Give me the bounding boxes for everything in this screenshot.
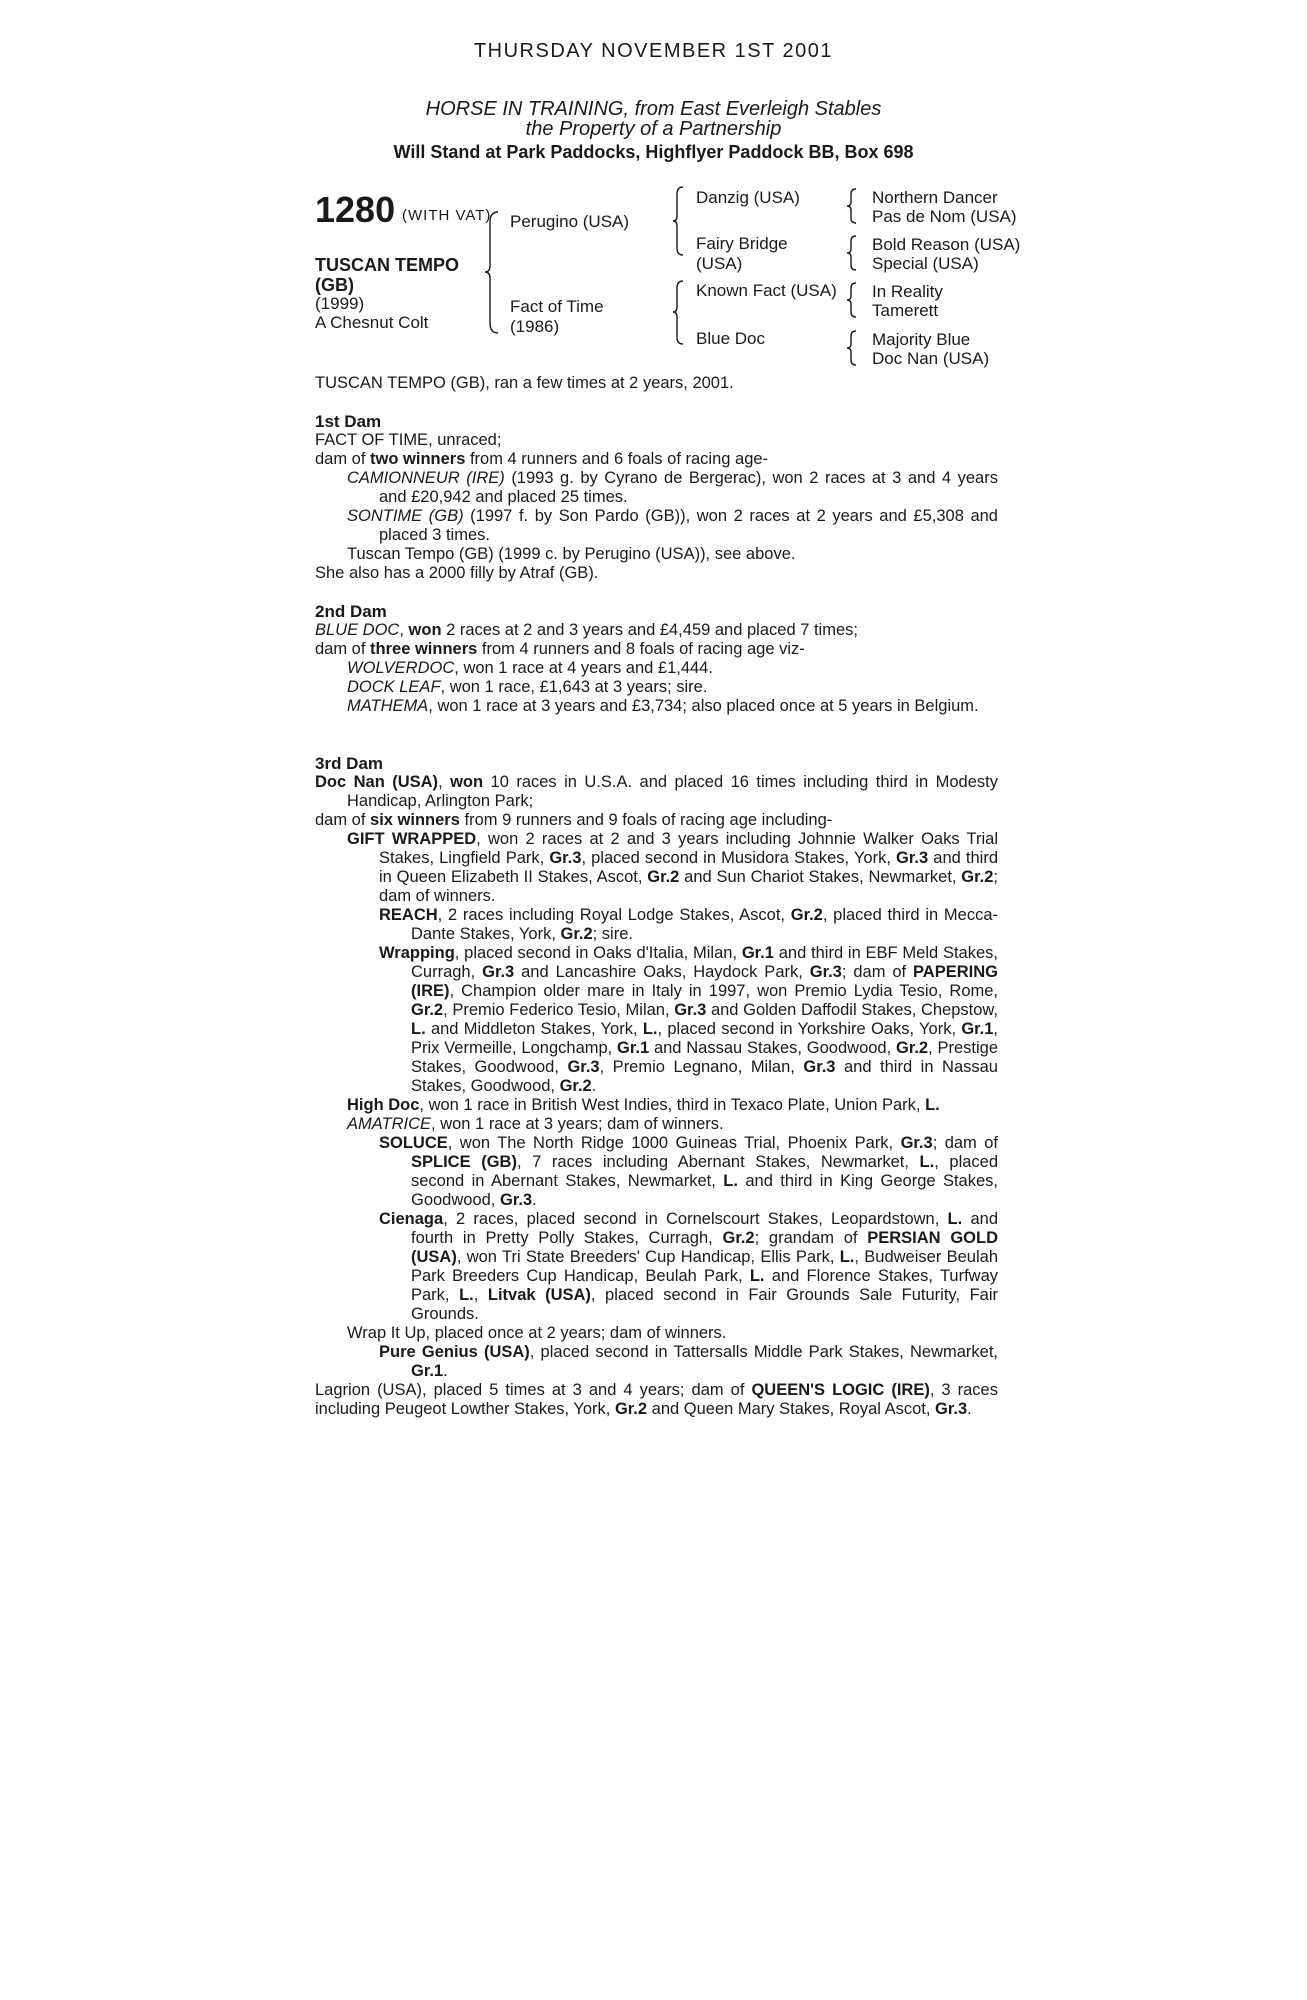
first-dam-produce-2: SONTIME (GB) (1997 f. by Son Pardo (GB)), won 2 races at 2 years and £5,308 and placed 3 times. [347,507,998,544]
second-dam-heading: 2nd Dam [315,602,387,621]
pedigree-sire-dam-name: Fairy Bridge [696,234,788,253]
second-dam-produce-1: WOLVERDOC, won 1 race at 4 years and £1,444. [347,659,713,677]
horse-description: A Chesnut Colt [315,313,429,332]
produce-cienaga: Cienaga, 2 races, placed second in Cornelscourt Stakes, Leopardstown, L. and fourth in Pretty Polly Stakes, Curragh, Gr.2; grandam of PERSIAN GOLD (USA), won Tri State Breeders' Cup Handicap, Ellis Park, L., Budweiser Beulah Park Breeders Cup Handicap, Beulah Park, L. and Florence Stakes, Turfway Park, L., Litvak (USA), placed second in Fair Grounds Sale Futurity, Fair Grounds. [379,1210,999,1323]
third-dam-section [315,754,998,1419]
pedigree-brace-dd [846,330,858,366]
pedigree-sds: Bold Reason (USA) [872,235,1021,254]
pedigree-brace-dam [672,280,686,345]
pedigree-brace-ds [846,282,858,318]
first-dam-produce-line: dam of two winners from 4 runners and 6 foals of racing age- [315,450,769,468]
pedigree-dam-year: (1986) [510,317,560,336]
pedigree-dam [510,297,604,337]
lot-subtitle: HORSE IN TRAINING, from East Everleigh Stables [425,98,882,120]
pedigree-sire-dam [696,234,788,274]
pedigree-sire-dam-origin: (USA) [696,254,743,273]
first-dam-produce-1: CAMIONNEUR (IRE) (1993 g. by Cyrano de Bergerac), won 2 races at 3 and 4 years and £20,942 and placed 25 times. [347,469,998,506]
pedigree-brace-ss [846,188,858,224]
first-dam-heading: 1st Dam [315,412,382,431]
pedigree-ssd: Pas de Nom (USA) [872,207,1017,226]
produce-soluce: SOLUCE, won The North Ridge 1000 Guineas Trial, Phoenix Park, Gr.3; dam of SPLICE (GB), 7 races including Abernant Stakes, Newmarket, L., placed second in Abernant Stakes, Newmarket, L. and third in King George Stakes, Goodwood, Gr.3. [379,1134,999,1209]
lot-ownership: the Property of a Partnership [525,118,782,140]
produce-wrap-it-up: Wrap It Up, placed once at 2 years; dam of winners. [347,1324,727,1342]
horse-year: (1999) [315,294,365,313]
second-dam-line: BLUE DOC, won 2 races at 2 and 3 years and £4,459 and placed 7 times; [315,621,858,639]
pedigree-dam-sire: Known Fact (USA) [696,281,837,300]
pedigree-sire-sire: Danzig (USA) [696,188,800,207]
produce-amatrice: AMATRICE, won 1 race at 3 years; dam of winners. [347,1115,724,1133]
pedigree-dam-name: Fact of Time [510,297,604,316]
vat-note: (WITH VAT) [402,207,492,224]
produce-gift-wrapped: GIFT WRAPPED, won 2 races at 2 and 3 years including Johnnie Walker Oaks Trial Stakes, Lingfield Park, Gr.3, placed second in Musidora Stakes, York, Gr.3 and third in Queen Elizabeth II Stakes, Ascot, Gr.2 and Sun Chariot Stakes, Newmarket, Gr.2; dam of winners. [347,830,998,905]
third-dam-produce-line: dam of six winners from 9 runners and 9 foals of racing age including- [315,811,833,829]
third-dam-heading: 3rd Dam [315,754,384,773]
pedigree-dss: In Reality [872,282,943,301]
pedigree-dds: Majority Blue [872,330,971,349]
first-dam-section [315,412,998,583]
pedigree-sss: Northern Dancer [872,188,998,207]
second-dam-produce-3: MATHEMA, won 1 race at 3 years and £3,734; also placed once at 5 years in Belgium. [347,697,979,715]
second-dam-produce-line: dam of three winners from 4 runners and 8 foals of racing age viz- [315,640,805,658]
sale-date: THURSDAY NOVEMBER 1ST 2001 [473,40,834,62]
first-dam-note: She also has a 2000 filly by Atraf (GB). [315,564,599,582]
lot-summary: TUSCAN TEMPO (GB), ran a few times at 2 years, 2001. [315,374,734,392]
first-dam-produce-3: Tuscan Tempo (GB) (1999 c. by Perugino (USA)), see above. [347,545,796,563]
third-dam-line: Doc Nan (USA), won 10 races in U.S.A. and placed 16 times including third in Modesty Handicap, Arlington Park; [315,773,998,810]
pedigree-ddd: Doc Nan (USA) [872,349,990,368]
horse-name-line1: TUSCAN TEMPO [315,255,459,275]
horse-name [315,255,475,295]
lot-number: 1280 [315,189,396,230]
horse-name-line2: (GB) [315,275,354,295]
second-dam-produce-2: DOCK LEAF, won 1 race, £1,643 at 3 years; sire. [347,678,708,696]
stand-location: Will Stand at Park Paddocks, Highflyer Paddock BB, Box 698 [393,142,914,162]
produce-lagrion: Lagrion (USA), placed 5 times at 3 and 4 years; dam of QUEEN'S LOGIC (IRE), 3 races including Peugeot Lowther Stakes, York, Gr.2 and Queen Mary Stakes, Royal Ascot, Gr.3. [315,1381,998,1418]
produce-high-doc: High Doc, won 1 race in British West Indies, third in Texaco Plate, Union Park, L. [347,1096,940,1114]
produce-pure-genius: Pure Genius (USA), placed second in Tattersalls Middle Park Stakes, Newmarket, Gr.1. [379,1343,999,1380]
second-dam-section [315,602,998,716]
pedigree-brace-sire [672,186,686,256]
pedigree-brace-main [484,210,504,335]
first-dam-line: FACT OF TIME, unraced; [315,431,502,449]
pedigree-brace-sd [846,235,858,271]
produce-reach: REACH, 2 races including Royal Lodge Stakes, Ascot, Gr.2, placed third in Mecca-Dante Stakes, York, Gr.2; sire. [379,906,998,943]
pedigree-sdd: Special (USA) [872,254,979,273]
pedigree-dsd: Tamerett [872,301,939,320]
pedigree-dam-dam: Blue Doc [696,329,765,348]
pedigree-sire: Perugino (USA) [510,212,630,231]
produce-wrapping: Wrapping, placed second in Oaks d'Italia, Milan, Gr.1 and third in EBF Meld Stakes, Curragh, Gr.3 and Lancashire Oaks, Haydock Park, Gr.3; dam of PAPERING (IRE), Champion older mare in Italy in 1997, won Premio Lydia Tesio, Rome, Gr.2, Premio Federico Tesio, Milan, Gr.3 and Golden Daffodil Stakes, Chepstow, L. and Middleton Stakes, York, L., placed second in Yorkshire Oaks, York, Gr.1, Prix Vermeille, Longchamp, Gr.1 and Nassau Stakes, Goodwood, Gr.2, Prestige Stakes, Goodwood, Gr.3, Premio Legnano, Milan, Gr.3 and third in Nassau Stakes, Goodwood, Gr.2. [379,944,999,1095]
